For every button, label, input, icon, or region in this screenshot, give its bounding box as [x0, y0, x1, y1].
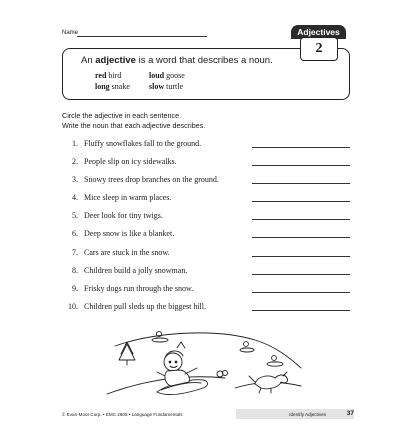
examples [95, 70, 203, 92]
item-sentence[interactable]: Deer look for tiny twigs. [84, 211, 163, 221]
answer-line[interactable] [252, 256, 350, 257]
item-sentence[interactable]: Children build a jolly snowman. [84, 265, 188, 275]
item-sentence[interactable]: Mice sleep in warm places. [84, 193, 172, 203]
item-sentence[interactable]: Deep snow is like a blanket. [84, 229, 175, 239]
definition-text: An adjective is a word that describes a noun. [81, 55, 273, 66]
example: red bird [95, 71, 122, 80]
skill-label: Identify Adjectives [289, 412, 326, 417]
example: long snake [95, 82, 130, 91]
exercise-item [62, 243, 352, 261]
item-number: 10. [68, 301, 78, 311]
exercise-list [62, 134, 352, 315]
exercise-item [62, 224, 352, 242]
item-sentence[interactable]: Frisky dogs run through the snow. [84, 283, 194, 293]
answer-line[interactable] [252, 165, 350, 166]
tree-icon [119, 342, 135, 365]
item-number: 3. [72, 175, 78, 185]
example: loud goose [149, 71, 185, 80]
item-sentence[interactable]: Fluffy snowflakes fall to the ground. [84, 139, 202, 148]
exercise-item [62, 261, 352, 279]
item-sentence[interactable]: Cars are stuck in the snow. [84, 247, 170, 257]
copyright-text: © Evan-Moor Corp. • EMC 2805 • Language Fundamentals [62, 412, 183, 417]
item-number: 8. [72, 265, 78, 275]
answer-line[interactable] [252, 292, 350, 293]
answer-line[interactable] [252, 219, 350, 220]
exercise-item [62, 188, 352, 206]
example: slow turtle [149, 82, 184, 91]
child-on-sled-icon [157, 342, 208, 395]
instructions [62, 111, 205, 131]
page-number-box: 2 [300, 37, 338, 61]
answer-line[interactable] [252, 201, 350, 202]
answer-line[interactable] [252, 274, 350, 275]
item-number: 1. [72, 139, 78, 148]
definition-term: adjective [95, 55, 136, 66]
hill-outline [115, 333, 301, 368]
page-number: 37 [346, 410, 354, 417]
item-number: 7. [72, 247, 78, 257]
answer-line[interactable] [252, 183, 350, 184]
answer-line[interactable] [252, 310, 350, 311]
exercise-item [62, 134, 352, 152]
instruction-line: Circle the adjective in each sentence. [62, 111, 182, 120]
instruction-line: Write the noun that each adjective describes. [62, 121, 206, 130]
answer-line[interactable] [252, 147, 350, 148]
item-sentence[interactable]: People slip on icy sidewalks. [84, 157, 177, 167]
footer [62, 410, 354, 419]
sledding-illustration [105, 318, 305, 398]
item-sentence[interactable]: Snowy trees drop branches on the ground. [84, 175, 219, 185]
item-number: 9. [72, 283, 78, 293]
item-number: 2. [72, 157, 78, 167]
exercise-item [62, 297, 352, 315]
exercise-item [62, 206, 352, 224]
page-title: Adjectives [291, 25, 346, 39]
name-line [77, 36, 207, 37]
distant-sledder-icon [240, 342, 254, 352]
snow-mound [217, 371, 223, 377]
exercise-item [62, 279, 352, 297]
item-number: 6. [72, 229, 78, 239]
dog-icon [249, 372, 288, 393]
exercise-item [62, 152, 352, 170]
name-label: Name [62, 30, 79, 36]
item-number: 4. [72, 193, 78, 203]
exercise-item [62, 170, 352, 188]
distant-sledder-icon [267, 356, 283, 367]
item-number: 5. [72, 211, 78, 221]
answer-line[interactable] [252, 237, 350, 238]
item-sentence[interactable]: Children pull sleds up the biggest hill. [84, 301, 206, 311]
